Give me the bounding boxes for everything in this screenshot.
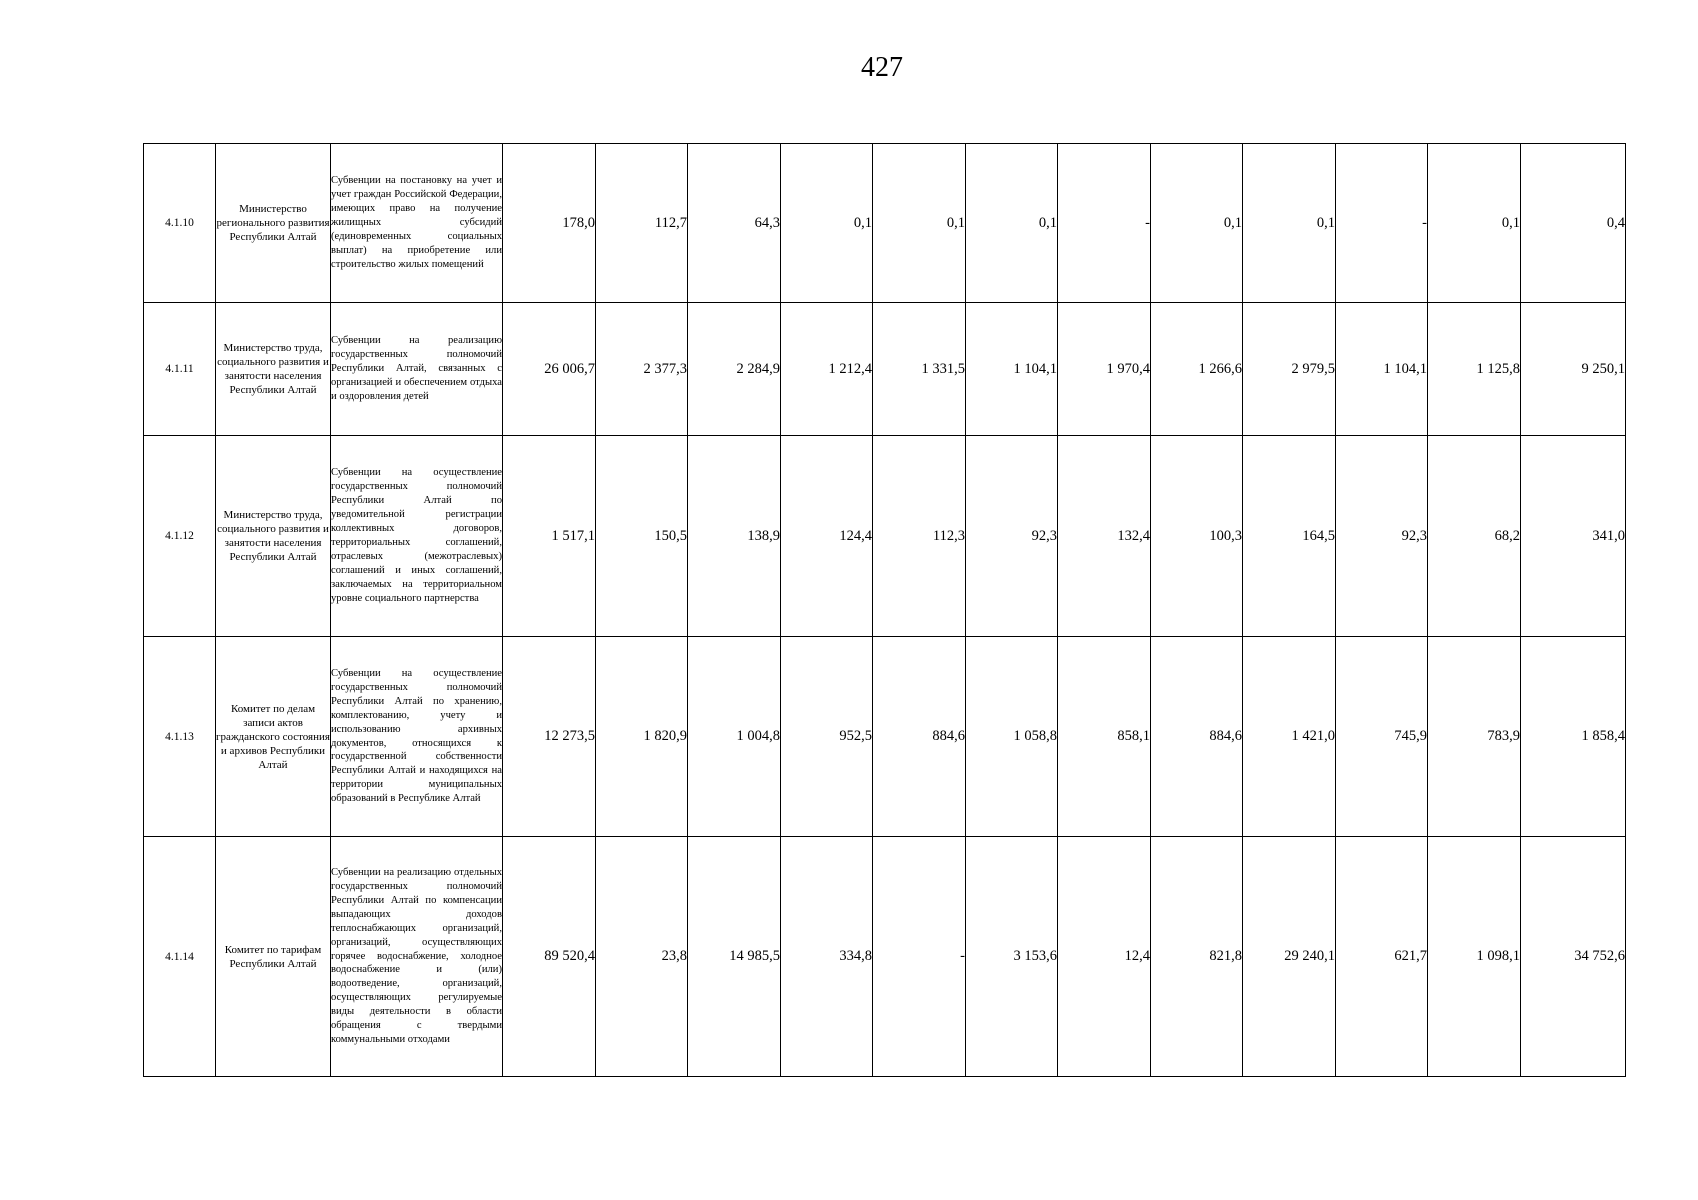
value-cell-text: 1 331,5 bbox=[921, 360, 965, 377]
value-cell-text: 0,1 bbox=[853, 214, 872, 231]
value-cell-text: 1 098,1 bbox=[1476, 948, 1520, 964]
value-cell bbox=[873, 637, 966, 837]
value-cell-text: 0,4 bbox=[1606, 214, 1625, 231]
value-cell-text: - bbox=[960, 948, 965, 964]
value-cell-text: 112,3 bbox=[932, 527, 965, 544]
value-cell-text: 2 979,5 bbox=[1291, 360, 1335, 377]
value-cell bbox=[1521, 144, 1626, 303]
value-cell-text: 132,4 bbox=[1117, 527, 1150, 544]
row-description-text: Субвенции на реализацию отдельных государственных полномочий Республики Алтай по компенсации выпадающих доходов теплоснабжающих организаций, организаций, осуществляющих горячее водоснабжение, холодное водоснабжение и (или) водоотведение, организаций, осуществляющих регулируемые виды деятельности в области обращения с твердыми коммунальными отходами bbox=[331, 867, 502, 1045]
row-organization-text: Комитет по тарифам Республики Алтай bbox=[224, 943, 322, 970]
value-cell-text: 1 858,4 bbox=[1581, 728, 1625, 744]
value-cell bbox=[1521, 436, 1626, 637]
row-code bbox=[144, 144, 216, 303]
value-cell bbox=[1336, 637, 1428, 837]
row-code-text: 4.1.11 bbox=[165, 363, 194, 375]
value-cell-text: 2 284,9 bbox=[736, 360, 780, 377]
value-cell bbox=[966, 436, 1058, 637]
value-cell-text: 138,9 bbox=[747, 527, 780, 544]
table-row bbox=[144, 303, 1626, 436]
value-cell bbox=[873, 303, 966, 436]
row-code-text: 4.1.14 bbox=[165, 950, 194, 963]
value-cell bbox=[503, 303, 596, 436]
value-cell bbox=[1058, 637, 1151, 837]
value-cell-text: 68,2 bbox=[1494, 527, 1520, 544]
value-cell bbox=[1521, 303, 1626, 436]
value-cell-text: 0,1 bbox=[1038, 214, 1057, 231]
value-cell bbox=[688, 303, 781, 436]
table-row bbox=[144, 144, 1626, 303]
row-organization bbox=[216, 837, 331, 1077]
value-cell bbox=[1151, 436, 1243, 637]
row-description bbox=[331, 144, 503, 303]
value-cell bbox=[966, 144, 1058, 303]
row-organization-text: Министерство труда, социального развития и занятости населения Республики Алтай bbox=[217, 342, 329, 396]
row-description-text: Субвенции на осуществление государственных полномочий Республики Алтай по уведомительной регистрации коллективных договоров, территориальных соглашений, отраслевых (межотраслевых) соглашений и иных соглашений, заключаемых на территориальном уровне социального партнерства bbox=[331, 467, 502, 604]
value-cell-text: 1 970,4 bbox=[1106, 360, 1150, 377]
value-cell bbox=[873, 837, 966, 1077]
value-cell bbox=[688, 637, 781, 837]
row-organization-text: Министерство труда, социального развития и занятости населения Республики Алтай bbox=[217, 509, 329, 563]
value-cell-text: 100,3 bbox=[1209, 527, 1242, 544]
value-cell-text: 1 820,9 bbox=[643, 728, 687, 744]
value-cell-text: 1 421,0 bbox=[1291, 728, 1335, 744]
value-cell-text: 164,5 bbox=[1302, 527, 1335, 544]
value-cell-text: 9 250,1 bbox=[1581, 360, 1625, 377]
value-cell bbox=[1428, 436, 1521, 637]
value-cell bbox=[596, 144, 688, 303]
value-cell-text: 92,3 bbox=[1401, 527, 1427, 544]
value-cell bbox=[1243, 637, 1336, 837]
row-organization bbox=[216, 303, 331, 436]
value-cell bbox=[688, 436, 781, 637]
row-code-text: 4.1.10 bbox=[165, 217, 194, 229]
value-cell bbox=[1336, 144, 1428, 303]
value-cell-text: 1 517,1 bbox=[551, 527, 595, 544]
row-code bbox=[144, 303, 216, 436]
row-organization bbox=[216, 637, 331, 837]
value-cell bbox=[1243, 837, 1336, 1077]
value-cell bbox=[781, 303, 873, 436]
value-cell-text: 150,5 bbox=[654, 527, 687, 544]
value-cell-text: 34 752,6 bbox=[1574, 948, 1625, 964]
value-cell bbox=[873, 436, 966, 637]
value-cell bbox=[1521, 637, 1626, 837]
value-cell-text: 14 985,5 bbox=[729, 948, 780, 964]
value-cell-text: 884,6 bbox=[932, 728, 965, 744]
value-cell-text: 821,8 bbox=[1209, 948, 1242, 964]
value-cell-text: 745,9 bbox=[1394, 728, 1427, 744]
value-cell bbox=[1151, 303, 1243, 436]
value-cell-text: - bbox=[1145, 214, 1150, 231]
value-cell bbox=[781, 436, 873, 637]
row-organization-text: Министерство регионального развития Республики Алтай bbox=[216, 203, 330, 243]
table-row bbox=[144, 436, 1626, 637]
row-description-text: Субвенции на осуществление государственных полномочий Республики Алтай по хранению, комплектованию, учету и использованию архивных документов, относящихся к государственной собственности Республики Алтай и находящихся на территории муниципальных образований в Республике Алтай bbox=[331, 667, 502, 805]
row-description-text: Субвенции на реализацию государственных полномочий Республики Алтай, связанных с организацией и обеспечением отдыха и оздоровления детей bbox=[331, 335, 502, 402]
value-cell bbox=[1428, 837, 1521, 1077]
value-cell bbox=[688, 837, 781, 1077]
value-cell-text: 1 125,8 bbox=[1476, 360, 1520, 377]
value-cell bbox=[503, 837, 596, 1077]
value-cell-text: 1 004,8 bbox=[736, 728, 780, 744]
value-cell bbox=[781, 144, 873, 303]
value-cell bbox=[1243, 436, 1336, 637]
row-description bbox=[331, 837, 503, 1077]
value-cell bbox=[1058, 144, 1151, 303]
budget-table bbox=[143, 143, 1626, 1077]
value-cell bbox=[596, 303, 688, 436]
row-description bbox=[331, 436, 503, 637]
value-cell-text: 12,4 bbox=[1124, 948, 1150, 964]
value-cell-text: 0,1 bbox=[1316, 214, 1335, 231]
value-cell bbox=[1336, 837, 1428, 1077]
value-cell-text: 2 377,3 bbox=[643, 360, 687, 377]
row-code bbox=[144, 436, 216, 637]
value-cell-text: 1 104,1 bbox=[1383, 360, 1427, 377]
value-cell bbox=[1336, 436, 1428, 637]
value-cell bbox=[503, 436, 596, 637]
value-cell bbox=[1058, 303, 1151, 436]
row-description bbox=[331, 637, 503, 837]
row-description-text: Субвенции на постановку на учет и учет граждан Российской Федерации, имеющих право на получение жилищных субсидий (единовременных социальных выплат) на приобретение или строительство жилых помещений bbox=[331, 175, 502, 270]
row-organization-text: Комитет по делам записи актов гражданского состояния и архивов Республики Алтай bbox=[216, 702, 330, 771]
row-description bbox=[331, 303, 503, 436]
table-row bbox=[144, 837, 1626, 1077]
row-code-text: 4.1.13 bbox=[165, 730, 194, 743]
value-cell bbox=[688, 144, 781, 303]
value-cell bbox=[781, 837, 873, 1077]
value-cell-text: 92,3 bbox=[1031, 527, 1057, 544]
value-cell bbox=[596, 637, 688, 837]
value-cell-text: 0,1 bbox=[946, 214, 965, 231]
value-cell bbox=[503, 637, 596, 837]
table-body bbox=[144, 144, 1626, 1077]
value-cell-text: 858,1 bbox=[1117, 728, 1150, 744]
value-cell-text: 621,7 bbox=[1394, 948, 1427, 964]
table-row bbox=[144, 637, 1626, 837]
value-cell bbox=[966, 637, 1058, 837]
value-cell bbox=[1058, 837, 1151, 1077]
value-cell bbox=[781, 637, 873, 837]
value-cell bbox=[1151, 144, 1243, 303]
value-cell bbox=[1521, 837, 1626, 1077]
value-cell-text: 0,1 bbox=[1501, 214, 1520, 231]
value-cell-text: 64,3 bbox=[754, 214, 780, 231]
value-cell bbox=[596, 436, 688, 637]
value-cell bbox=[966, 837, 1058, 1077]
value-cell-text: 178,0 bbox=[562, 214, 595, 231]
value-cell-text: 341,0 bbox=[1592, 527, 1625, 544]
value-cell-text: 23,8 bbox=[661, 948, 687, 964]
value-cell bbox=[596, 837, 688, 1077]
row-code bbox=[144, 837, 216, 1077]
value-cell-text: 783,9 bbox=[1487, 728, 1520, 744]
value-cell-text: 1 058,8 bbox=[1013, 728, 1057, 744]
row-code bbox=[144, 637, 216, 837]
value-cell-text: 12 273,5 bbox=[544, 728, 595, 744]
value-cell-text: 952,5 bbox=[839, 728, 872, 744]
value-cell-text: 89 520,4 bbox=[544, 948, 595, 964]
value-cell bbox=[1428, 144, 1521, 303]
value-cell-text: 0,1 bbox=[1223, 214, 1242, 231]
value-cell-text: 29 240,1 bbox=[1284, 948, 1335, 964]
value-cell-text: 1 212,4 bbox=[828, 360, 872, 377]
value-cell-text: 1 266,6 bbox=[1198, 360, 1242, 377]
value-cell bbox=[1336, 303, 1428, 436]
value-cell bbox=[503, 144, 596, 303]
value-cell-text: 112,7 bbox=[654, 214, 687, 231]
value-cell bbox=[1243, 144, 1336, 303]
value-cell bbox=[1151, 637, 1243, 837]
row-organization bbox=[216, 436, 331, 637]
row-organization bbox=[216, 144, 331, 303]
value-cell bbox=[873, 144, 966, 303]
value-cell bbox=[1058, 436, 1151, 637]
value-cell bbox=[1428, 303, 1521, 436]
row-code-text: 4.1.12 bbox=[165, 530, 194, 542]
value-cell-text: 334,8 bbox=[839, 948, 872, 964]
value-cell bbox=[1428, 637, 1521, 837]
value-cell-text: 3 153,6 bbox=[1013, 948, 1057, 964]
value-cell-text: 1 104,1 bbox=[1013, 360, 1057, 377]
page-number: 427 bbox=[861, 52, 903, 83]
value-cell bbox=[1243, 303, 1336, 436]
value-cell bbox=[1151, 837, 1243, 1077]
value-cell bbox=[966, 303, 1058, 436]
value-cell-text: - bbox=[1422, 214, 1427, 231]
value-cell-text: 124,4 bbox=[839, 527, 872, 544]
value-cell-text: 884,6 bbox=[1209, 728, 1242, 744]
value-cell-text: 26 006,7 bbox=[544, 360, 595, 377]
